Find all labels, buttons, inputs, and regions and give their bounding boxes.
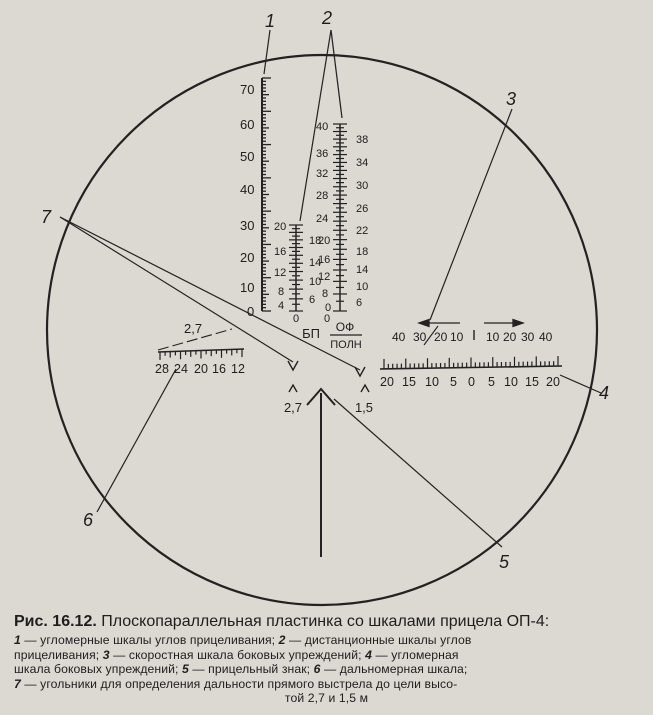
- speed-scale-label: 30: [413, 330, 427, 344]
- label-poln: ПОЛН: [330, 339, 362, 351]
- range-scale-label: 24: [174, 362, 188, 376]
- scale-1-label: 60: [240, 117, 255, 132]
- caption-title-text: Плоскопараллельная пластинка со шкалами прицела ОП-4:: [101, 613, 550, 630]
- speed-scale-label: 40: [392, 330, 406, 344]
- caption-figure-number: Рис. 16.12.: [14, 613, 97, 630]
- scale-2b-label: 20: [318, 235, 331, 247]
- callout-5: 5: [499, 552, 510, 572]
- scale-2a-label: 12: [274, 267, 287, 279]
- angle-scale-label: 15: [402, 375, 416, 389]
- scale-2b-label: 18: [356, 246, 369, 258]
- caption-legend: [14, 633, 639, 706]
- callout-1: 1: [265, 11, 276, 31]
- speed-scale-label: 30: [521, 330, 535, 344]
- right-up-mark: [361, 385, 369, 392]
- caption-title: [14, 612, 639, 632]
- aiming-mark: [307, 389, 335, 557]
- scale-4-angle-scale: [380, 356, 562, 369]
- scale-2a-label: 18: [309, 235, 322, 247]
- scale-2b-labels: [316, 121, 368, 314]
- left-up-mark: [289, 385, 297, 392]
- scale-2a-label: 20: [274, 221, 287, 233]
- angle-scale-label: 20: [380, 375, 394, 389]
- speed-scale-label: 10: [486, 330, 500, 344]
- angle-scale-label: 5: [450, 375, 457, 389]
- scale-2a-label: 16: [274, 246, 287, 258]
- angle-scale-label: 5: [488, 375, 495, 389]
- callout-2: 2: [322, 8, 333, 28]
- speed-scale-label: 20: [434, 330, 448, 344]
- scale-1-labels: [240, 82, 254, 319]
- legend-line: 7 — угольники для определения дальности прямого выстрела до цели высо-: [14, 676, 458, 691]
- scale-2b-label: 12: [318, 271, 331, 283]
- scale-1-label: 40: [240, 182, 255, 197]
- scale-2a-label: 10: [309, 276, 322, 288]
- scale-2b-label: 40: [316, 121, 329, 133]
- scale-1-label: 50: [240, 149, 255, 164]
- scale-2b-label: 16: [318, 254, 331, 266]
- legend-line: 1 — угломерные шкалы углов прицеливания; 2 — дистанционные шкалы углов: [14, 633, 472, 647]
- label-of: ОФ: [335, 320, 355, 334]
- range-scale-label: 28: [155, 362, 169, 376]
- angle-scale-label: 10: [425, 375, 439, 389]
- figure-caption: [14, 612, 639, 706]
- scale-1-label: 30: [240, 218, 255, 233]
- scale-2b-label: 34: [356, 157, 369, 169]
- scale-2b-label: 0: [325, 302, 332, 314]
- scale-2-bottom-labels: [293, 313, 362, 351]
- scale-3-speed-scale: [392, 320, 553, 346]
- scale-2-zero: 0: [292, 313, 300, 325]
- range-scale-label: 20: [194, 362, 208, 376]
- range-scale-label: 16: [212, 362, 226, 376]
- scale-1-label: 20: [240, 250, 255, 265]
- scale-2b-label: 32: [316, 168, 329, 180]
- scale-2a-label: 8: [278, 286, 285, 298]
- speed-scale-arrow-left: [419, 320, 460, 327]
- scale-2-distance-scale-a: [289, 225, 303, 311]
- range-scale-label: 12: [231, 362, 245, 376]
- angle-scale-label: 10: [504, 375, 518, 389]
- angle-scale-label: 15: [525, 375, 539, 389]
- left-mark-label: 2,7: [283, 400, 303, 415]
- scale-2b-label: 30: [356, 180, 369, 192]
- callout-3: 3: [506, 89, 517, 109]
- scale-2b-label: 22: [356, 225, 369, 237]
- callout-4: 4: [599, 383, 610, 403]
- scale-2a-label: 14: [309, 257, 322, 269]
- scale-2b-label: 36: [316, 148, 329, 160]
- speed-scale-label: 20: [503, 330, 517, 344]
- legend-line: той 2,7 и 1,5 м: [284, 691, 369, 705]
- scale-2b-label: 10: [356, 281, 369, 293]
- speed-scale-label: 10: [450, 330, 464, 344]
- scale-2b-label: 26: [356, 203, 369, 215]
- right-mark-label: 1,5: [354, 400, 374, 415]
- scale-1-label: 70: [240, 82, 255, 97]
- callout-7: 7: [41, 207, 52, 227]
- scale-2a-label: 6: [309, 294, 316, 306]
- scale-2b-label: 38: [356, 134, 369, 146]
- scale-2b-label: 14: [356, 264, 369, 276]
- label-bp: БП: [302, 326, 320, 341]
- scale-2b-label: 24: [316, 213, 329, 225]
- scale-4-labels: [380, 375, 560, 389]
- scale-2-distance-scale-b: [333, 124, 347, 311]
- legend-line: прицеливания; 3 — скоростная шкала боковых упреждений; 4 — угломерная: [14, 647, 459, 662]
- scale-2a-label: 4: [278, 300, 285, 312]
- scale-1-angle-scale: [262, 78, 271, 311]
- angle-scale-label: 0: [468, 375, 475, 389]
- legend-line: шкала боковых упреждений; 5 — прицельный знак; 6 — дальномерная шкала;: [14, 662, 468, 676]
- range-scale-top-label: 2,7: [184, 321, 203, 336]
- leader-lines: [60, 30, 601, 547]
- range-marks: [288, 361, 369, 392]
- scale-2b-label: 28: [316, 190, 329, 202]
- scale-2-zero: 0: [323, 313, 331, 325]
- scale-2b-label: 6: [356, 297, 363, 309]
- scale-2b-label: 8: [322, 288, 329, 300]
- speed-scale-arrow-right: [484, 320, 523, 327]
- speed-scale-label: 40: [539, 330, 553, 344]
- angle-scale-label: 20: [546, 375, 560, 389]
- callout-6: 6: [83, 510, 94, 530]
- scale-1-label: 10: [240, 280, 255, 295]
- left-v-mark: [288, 361, 298, 370]
- scale-1-label: 0: [247, 304, 255, 319]
